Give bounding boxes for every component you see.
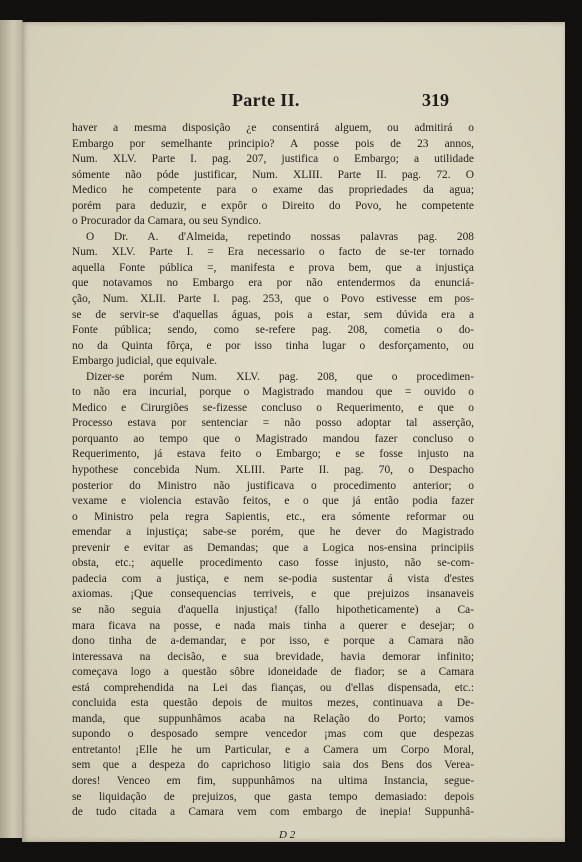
text-line: padecia com a justiça, e nem se-podia sustentar á vista d'estes: [72, 572, 474, 585]
text-line: Embargo por semelhante principio? A posse pois de 23 annos,: [72, 137, 474, 150]
text-line: Processo estava por sentenciar = não posso adoptar tal asserção,: [72, 417, 474, 430]
text-line: Dizer-se porém Num. XLV. pag. 208, que o procedimen-: [86, 370, 474, 383]
text-line: interessava na decisão, e sua brevidade, havia demorar infinito;: [72, 650, 474, 663]
text-line: Num. XLV. Parte I. pag. 207, justifica o Embargo; a utilidade: [72, 153, 474, 166]
text-line: sem que a despeza do caprichoso litigio saia dos Bens dos Verea-: [72, 759, 474, 772]
book-page: [22, 22, 565, 842]
text-line: to não era incurial, porque o Magistrado mandou que = ouvido o: [72, 386, 474, 399]
signature-mark: D 2: [279, 829, 296, 841]
text-line: Medico e Cirurgiões se-fizesse concluso o Requerimento, e que o: [72, 401, 474, 414]
text-line: no da Quinta fôrça, e por isso tinha lugar o desforçamento, ou: [72, 339, 474, 352]
text-line: ção, Num. XLII. Parte I. pag. 253, que o Povo estivesse em pos-: [72, 293, 474, 306]
text-line: hypothese concebida Num. XLIII. Parte II. pag. 70, o Despacho: [72, 464, 474, 477]
page-number: 319: [422, 90, 449, 110]
running-head-title: Parte II.: [232, 90, 300, 110]
text-line: sómente não póde justificar, Num. XLIII. Parte II. pag. 72. O: [72, 168, 474, 181]
text-line: prevenir e evitar as Demandas; que a Logica nos-ensina principiis: [72, 541, 474, 554]
text-line: O Dr. A. d'Almeida, repetindo nossas palavras pag. 208: [86, 230, 474, 243]
text-line: começava logo a questão sôbre idoneidade de fiador; se a Camara: [72, 666, 474, 679]
text-line: de tudo citada a Camara vem com embargo de inepia! Suppunhâ-: [72, 806, 474, 819]
body-text: [72, 121, 474, 821]
text-line: supondo o desposado sempre vencedor ¡mas com que despezas: [72, 728, 474, 741]
previous-page-edge: [0, 20, 23, 838]
text-line: Embargo judicial, que equivale.: [72, 355, 217, 368]
text-line: emendar a injustiça; sabe-se porém, que he dever do Magistrado: [72, 526, 474, 539]
text-line: o Procurador da Camara, ou seu Syndico.: [72, 215, 262, 228]
text-line: se de servir-se d'aquellas águas, pois a estar, sem dúvida era a: [72, 308, 474, 321]
text-line: Fonte pública; sendo, como se-refere pag. 208, cometia o do-: [72, 324, 474, 337]
text-line: Num. XLV. Parte I. = Era necessario o facto de se-ter tornado: [72, 246, 474, 259]
text-line: Medico he competente para o exame das propriedades da agua;: [72, 184, 474, 197]
text-line: concluida esta questão depois de muitos mezes, continuava a De-: [72, 697, 474, 710]
text-line: dores! Venceo em fim, suppunhâmos na ultima Instancia, segue-: [72, 774, 474, 787]
text-line: Requerimento, já estava feito o Embargo; e se fosse injusto na: [72, 448, 474, 461]
text-line: manda, que suppunhâmos acaba na Relação do Porto; vamos: [72, 712, 474, 725]
text-line: que notavamos no Embargo era por não entendermos da enunciá-: [72, 277, 474, 290]
text-line: posterior do Ministro não justificava o procedimento anterior; o: [72, 479, 474, 492]
text-line: se não seguia d'aquella injustiça! (fallo hipotheticamente) a Ca-: [72, 603, 474, 616]
text-line: porquanto ao tempo que o Magistrado mandou fazer concluso o: [72, 432, 474, 445]
text-line: axiomas. ¡Que consequencias terriveis, e que prejuizos insanaveis: [72, 588, 474, 601]
text-line: porém para deduzir, e expôr o Direito do Povo, he competente: [72, 199, 474, 212]
text-line: entretanto! ¡Elle he um Particular, e a Camera um Corpo Moral,: [72, 743, 474, 756]
text-line: se liquidação de prejuizos, que gasta tempo demasiado: depois: [72, 790, 474, 803]
text-line: mara ficava na posse, e nada mais tinha a querer e desejar; o: [72, 619, 474, 632]
text-line: aquella Fonte pública =, manifesta e prova bem, que a injustiça: [72, 261, 474, 274]
text-line: haver a mesma disposição ¿e consentirá alguem, ou admitirá o: [72, 122, 474, 134]
running-head: [22, 90, 565, 114]
text-line: está comprehendida na Lei das fianças, ou d'ellas dispensada, etc.:: [72, 681, 474, 694]
text-line: obsta, etc.; aquelle procedimento caso fosse injusto, não se-com-: [72, 557, 474, 570]
text-line: o Ministro pela regra Sapientis, etc., era sómente reformar ou: [72, 510, 474, 523]
text-line: vexame e violencia estavão feitos, e o que já então podia fazer: [72, 495, 474, 508]
text-line: dono tinha de a-demandar, e por isso, e porque a Camara não: [72, 635, 474, 648]
